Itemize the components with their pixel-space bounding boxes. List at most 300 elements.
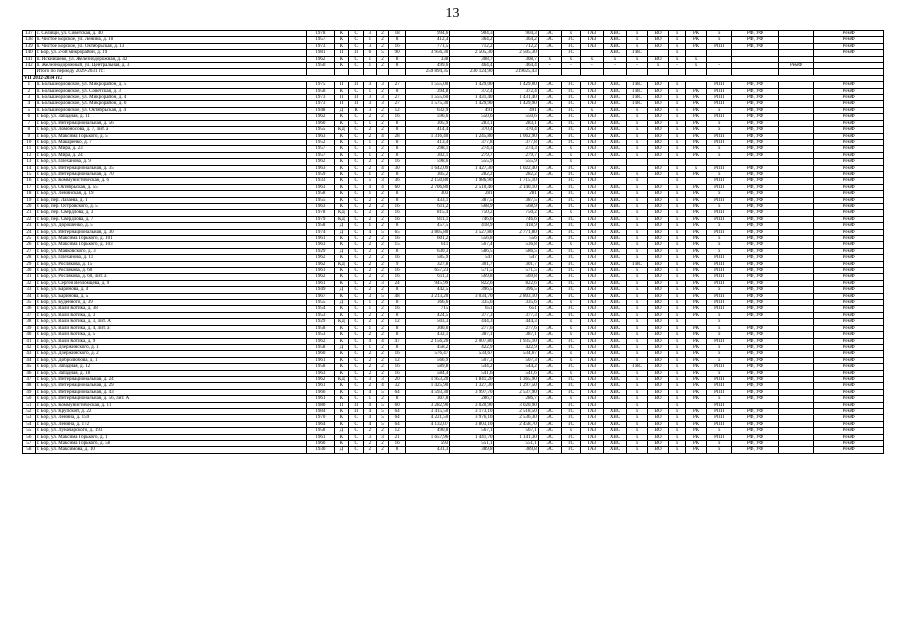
table-cell: 567,1 (450, 428, 494, 434)
table-cell: ГАЗ (580, 434, 603, 440)
table-cell: ВО (648, 210, 669, 216)
table-cell: 2 (376, 146, 389, 152)
table-cell: РемФ (814, 223, 884, 229)
table-cell: РемФ (814, 127, 884, 133)
address-cell: г. Бор, ул. Коммунистическая, д. 11 (35, 402, 307, 408)
table-cell: ВО (648, 415, 669, 421)
table-cell: ЭС (538, 261, 561, 267)
table-cell: К (334, 383, 349, 389)
table-cell: х (669, 31, 686, 37)
table-cell: К (334, 364, 349, 370)
table-cell: 2 (376, 152, 389, 158)
table-cell: РемФ (814, 274, 884, 280)
table-cell: 1955 (307, 197, 334, 203)
table-cell: 444,3 (450, 319, 494, 325)
table-cell: 8 (389, 223, 406, 229)
table-cell: 4 (364, 229, 377, 235)
table-cell: ХВС (603, 274, 626, 280)
table-cell: 1953 (307, 312, 334, 318)
table-cell: ГАЗ (580, 203, 603, 209)
table-cell: 5 (376, 50, 389, 56)
table-cell: х (669, 255, 686, 261)
table-cell: 1 841,20 (450, 376, 494, 382)
table-cell: 301,7 (494, 261, 538, 267)
table-cell: 569,8 (494, 274, 538, 280)
table-cell: 2 (364, 114, 377, 120)
table-cell: х (580, 107, 603, 113)
table-cell: ВО (648, 389, 669, 395)
row-number-cell: 25 (23, 236, 36, 242)
table-cell: РФ, УФ (732, 415, 778, 421)
table-cell: 1962 (307, 159, 334, 165)
table-cell: 279,7 (450, 152, 494, 158)
table-cell: х (561, 300, 580, 306)
table-cell: х (627, 274, 648, 280)
table-cell: РПП (707, 165, 732, 171)
table-cell: РемФ (814, 287, 884, 293)
table-cell: С (349, 441, 364, 447)
table-cell: ЭС (538, 338, 561, 344)
table-cell: ВО (648, 261, 669, 267)
table-cell: ВО (648, 351, 669, 357)
table-cell: х (669, 216, 686, 222)
table-cell: 2 (376, 312, 389, 318)
table-cell: 2 (364, 159, 377, 165)
table-cell: 12 (389, 357, 406, 363)
table-cell: РК (686, 184, 707, 190)
table-cell: ГАЗ (580, 43, 603, 49)
table-cell: ВО (648, 408, 669, 414)
table-cell: К (334, 139, 349, 145)
table-cell: 389,8 (494, 447, 538, 453)
table-cell: РемФ (814, 441, 884, 447)
table-cell: 3 (364, 293, 377, 299)
table-cell: С (349, 287, 364, 293)
table-cell: 2 518,50 (494, 408, 538, 414)
table-cell: 8 (389, 332, 406, 338)
table-cell: ГАЗ (580, 191, 603, 197)
address-cell: г. Бор, ул. Вали Котика, д. 38 (35, 306, 307, 312)
table-cell: 1 (364, 344, 377, 350)
table-cell: С (349, 203, 364, 209)
row-number-cell: 51 (23, 402, 36, 408)
table-cell: РК (686, 370, 707, 376)
table-cell: 1 575,30 (406, 101, 450, 107)
row-number-cell: 9 (23, 133, 36, 139)
table-cell: х (707, 441, 732, 447)
table-cell: 571,5 (494, 268, 538, 274)
table-cell: С (349, 268, 364, 274)
table-cell: РК (686, 415, 707, 421)
table-cell: ЭС (538, 389, 561, 395)
table-cell: РФ, УФ (732, 364, 778, 370)
table-cell: РФ, УФ (732, 178, 778, 184)
table-cell: х (669, 325, 686, 331)
table-cell: РФ, УФ (732, 171, 778, 177)
table-cell: ЭС (538, 421, 561, 427)
table-cell: 2 706,80 (406, 184, 450, 190)
table-cell: ВО (648, 319, 669, 325)
table-cell: 1962 (307, 274, 334, 280)
table-cell: 16 (389, 159, 406, 165)
table-cell: 556 (494, 236, 538, 242)
table-cell: РК (686, 344, 707, 350)
table-cell: РемФ (814, 210, 884, 216)
table-cell: х (707, 107, 732, 113)
table-cell: КД (334, 376, 349, 382)
table-cell: 283,1 (494, 120, 538, 126)
table-cell: ВО (648, 133, 669, 139)
table-cell: 1 (364, 139, 377, 145)
table-cell: РемФ (814, 319, 884, 325)
table-cell: 3 527,80 (450, 229, 494, 235)
table-cell: 48 (389, 293, 406, 299)
address-cell: г. Бор, ул. Рослякова, д. 60 (35, 268, 307, 274)
table-cell: РФ, УФ (732, 101, 778, 107)
address-cell: г. Бор, ул. Максима Горького, д. 58 (35, 441, 307, 447)
table-cell: РФ, УФ (732, 421, 778, 427)
table-cell: ВО (648, 306, 669, 312)
table-cell: х (627, 191, 648, 197)
table-cell: С (349, 370, 364, 376)
table-cell: РПП (707, 210, 732, 216)
table-cell: 1 327,30 (450, 383, 494, 389)
table-cell: С (349, 63, 364, 69)
table-cell: ТС (561, 364, 580, 370)
table-cell: С (349, 229, 364, 235)
row-number-cell: 53 (23, 415, 36, 421)
table-cell: ЭС (538, 357, 561, 363)
table-cell: ТС (561, 95, 580, 101)
table-cell: 1 657,96 (406, 434, 450, 440)
table-cell: ГАЗ (580, 306, 603, 312)
table-cell: х (627, 127, 648, 133)
table-cell: РПП (707, 216, 732, 222)
table-cell: 12 (389, 428, 406, 434)
table-cell: ВО (648, 332, 669, 338)
table-cell: 24 (389, 280, 406, 286)
row-number-cell: 52 (23, 408, 36, 414)
table-cell: х (669, 184, 686, 190)
table-cell: ВО (648, 82, 669, 88)
table-cell: ГАЗ (580, 210, 603, 216)
table-cell: РПП (707, 88, 732, 94)
table-cell: ГАЗ (580, 332, 603, 338)
table-cell: х (669, 139, 686, 145)
table-cell: ЭС (538, 146, 561, 152)
table-cell: 1962 (307, 255, 334, 261)
table-cell: 2 (376, 242, 389, 248)
address-cell: г. Бор, ул. Максима Горького, д. 5 (35, 133, 307, 139)
table-cell: 444,3 (494, 319, 538, 325)
table-cell: РФ, УФ (732, 114, 778, 120)
table-cell: РемФ (814, 255, 884, 261)
table-cell: ТС (561, 171, 580, 177)
table-cell: К (334, 332, 349, 338)
table-cell: 387,5 (494, 197, 538, 203)
address-cell: г. Бор, пер. Островского, д. 5 (35, 203, 307, 209)
table-cell: 1930 (307, 447, 334, 453)
table-cell: ГВС (627, 101, 648, 107)
table-cell: 1962 (307, 261, 334, 267)
table-cell: С (349, 428, 364, 434)
address-cell: г. Бор, ул. Рослякова, д. 60, лит. а (35, 274, 307, 280)
table-cell: х (627, 223, 648, 229)
table-cell: С (349, 421, 364, 427)
table-cell: ГАЗ (580, 383, 603, 389)
address-cell: г. Бор, ул. Интернациональная, д. 30 (35, 229, 307, 235)
table-cell: ГАЗ (580, 447, 603, 453)
table-cell: 1 022,40 (494, 165, 538, 171)
table-cell: 1954 (307, 306, 334, 312)
table-cell: 8 (389, 287, 406, 293)
table-cell: К (334, 203, 349, 209)
table-cell: х (627, 447, 648, 453)
table-cell: 2 (364, 133, 377, 139)
address-cell: г. Бор, ул. Рослякова, д. 15 (35, 261, 307, 267)
table-cell: РПП (707, 364, 732, 370)
table-cell: х (669, 229, 686, 235)
table-cell: х (561, 146, 580, 152)
table-cell: 1975 (307, 82, 334, 88)
table-cell: П (349, 95, 364, 101)
table-cell: 364,2 (450, 37, 494, 43)
table-cell: х (669, 338, 686, 344)
table-cell: 746,6 (494, 216, 538, 222)
address-cell: п. Чистое Борское, ул. Ленина, д. 10 (35, 37, 307, 43)
table-cell: ГАЗ (580, 120, 603, 126)
table-cell: ХВС (603, 351, 626, 357)
table-cell: РФ, УФ (732, 82, 778, 88)
table-cell: ЭС (538, 255, 561, 261)
table-cell: РемФ (814, 229, 884, 235)
table-cell: 3 (376, 280, 389, 286)
table-cell: Д (334, 428, 349, 434)
table-cell: КД (334, 127, 349, 133)
table-cell: 1 429,00 (450, 82, 494, 88)
table-cell: 556,8 (450, 236, 494, 242)
address-cell: г. Бор, ул. Мира, д. 24 (35, 152, 307, 158)
table-cell: 8 (389, 139, 406, 145)
table-cell: 2 (376, 274, 389, 280)
table-cell: С (349, 165, 364, 171)
table-cell: 413,4 (406, 139, 450, 145)
table-cell: ТС (561, 441, 580, 447)
table-cell: РФ, УФ (732, 229, 778, 235)
row-number-cell: 20 (23, 203, 36, 209)
table-cell: ХВС (603, 191, 626, 197)
table-cell: х (669, 287, 686, 293)
table-cell: РК (686, 107, 707, 113)
table-cell: РФ, УФ (732, 351, 778, 357)
table-cell: 1973 (307, 101, 334, 107)
table-cell: 1 (364, 120, 377, 126)
table-cell: ХВС (603, 332, 626, 338)
table-cell: ХВС (603, 127, 626, 133)
table-cell: х (627, 332, 648, 338)
table-cell: К (334, 56, 349, 62)
row-number-cell: 44 (23, 357, 36, 363)
table-cell: 16 (389, 274, 406, 280)
table-cell: 387,5 (450, 197, 494, 203)
table-cell: 8 (389, 312, 406, 318)
table-cell: ТС (561, 434, 580, 440)
table-cell: 8 (389, 56, 406, 62)
table-cell: 2 (376, 171, 389, 177)
table-cell: х (561, 242, 580, 248)
table-cell: Д (334, 344, 349, 350)
table-cell: С (349, 197, 364, 203)
table-cell: 2 (376, 357, 389, 363)
row-number-cell: 57 (23, 441, 36, 447)
table-cell: РПП (707, 255, 732, 261)
table-cell: х (707, 31, 732, 37)
table-cell: К (334, 146, 349, 152)
table-cell: ГАЗ (580, 197, 603, 203)
table-cell: К (334, 274, 349, 280)
table-cell: 338 (406, 56, 450, 62)
address-cell: г. Бор, ул. Вали Котика, д. 3 (35, 312, 307, 318)
table-cell: 422,9 (494, 344, 538, 350)
row-number-cell: 46 (23, 370, 36, 376)
table-cell: 286,7 (494, 396, 538, 402)
table-cell: 47 (389, 338, 406, 344)
table-cell: К (334, 43, 349, 49)
table-cell: 904,3 (450, 31, 494, 37)
table-cell: РФ, УФ (732, 332, 778, 338)
table-cell: 1 429,00 (494, 82, 538, 88)
table-cell: ВО (648, 95, 669, 101)
table-cell: ХВС (603, 383, 626, 389)
table-cell: РемФ (814, 191, 884, 197)
table-cell: 431,3 (406, 447, 450, 453)
table-cell: К (334, 357, 349, 363)
table-cell: РФ, УФ (732, 191, 778, 197)
table-cell: 2 (376, 396, 389, 402)
table-cell: х (603, 56, 626, 62)
table-cell: 12 (389, 107, 406, 113)
table-cell: 414,4 (406, 127, 450, 133)
row-number-cell: 140 (23, 50, 36, 56)
table-cell: РК (686, 146, 707, 152)
table-cell: ЭС (538, 300, 561, 306)
row-number-cell: 27 (23, 248, 36, 254)
table-cell: 2 150,80 (406, 178, 450, 184)
table-cell: ГАЗ (580, 300, 603, 306)
table-cell: 507,3 (494, 357, 538, 363)
table-cell: х (669, 95, 686, 101)
table-cell: 64 (389, 415, 406, 421)
table-cell: ТС (561, 261, 580, 267)
subtotal-area-b: 230 124,90 (450, 69, 494, 75)
table-cell: х (561, 332, 580, 338)
table-cell: 1 (364, 63, 377, 69)
address-cell: п. Железнодорожный, ул. Центральная, д. 3 (35, 63, 307, 69)
table-cell: 3 956,30 (406, 50, 450, 56)
address-cell: г. Бор, ул. Ленинская, д. 19 (35, 191, 307, 197)
table-cell: х (669, 82, 686, 88)
table-cell: ТС (561, 447, 580, 453)
table-cell: Д (334, 107, 349, 113)
table-cell: ЭС (538, 274, 561, 280)
address-cell: г. Бор, ул. Интернациональная, д. 56 (35, 120, 307, 126)
table-cell: х (561, 56, 580, 62)
table-cell: ГАЗ (580, 357, 603, 363)
table-cell: ХВС (603, 447, 626, 453)
table-cell: х (669, 223, 686, 229)
table-cell: 4 (364, 184, 377, 190)
table-cell: 32 (389, 383, 406, 389)
row-number-cell: 43 (23, 351, 36, 357)
table-cell: х (669, 421, 686, 427)
table-cell: ТС (561, 101, 580, 107)
table-cell: 1 (364, 300, 377, 306)
table-cell: 1973 (307, 95, 334, 101)
table-cell: ЭС (538, 127, 561, 133)
table-cell: РФ, УФ (732, 146, 778, 152)
table-cell: х (538, 56, 561, 62)
table-cell: 2 (376, 210, 389, 216)
table-cell: 2 (364, 216, 377, 222)
table-cell: х (627, 43, 648, 49)
table-cell: х (627, 293, 648, 299)
table-cell: РПП (707, 268, 732, 274)
table-cell: 16 (389, 441, 406, 447)
table-cell: 2 140,10 (494, 184, 538, 190)
table-cell: 3 (364, 43, 377, 49)
table-cell: 432,1 (406, 332, 450, 338)
table-cell: 593 (406, 441, 450, 447)
table-cell: 12 (389, 319, 406, 325)
table-cell: 60 (389, 402, 406, 408)
row-number-cell: 32 (23, 280, 36, 286)
table-cell: х (669, 152, 686, 158)
table-cell: 387,1 (494, 332, 538, 338)
table-cell: 279,7 (494, 152, 538, 158)
table-cell: х (707, 248, 732, 254)
table-cell: К (334, 178, 349, 184)
table-cell: ХВС (603, 82, 626, 88)
table-cell: 16 (389, 268, 406, 274)
table-cell: ЭС (538, 312, 561, 318)
row-number-cell: 55 (23, 428, 36, 434)
table-cell: 2 007,80 (450, 338, 494, 344)
table-cell: С (349, 389, 364, 395)
table-cell: 60 (389, 184, 406, 190)
table-cell: х (707, 127, 732, 133)
table-cell: 2 (376, 37, 389, 43)
table-cell: ЭС (538, 223, 561, 229)
row-number-cell: 14 (23, 165, 36, 171)
table-cell: 1973 (307, 43, 334, 49)
table-cell: 327,8 (406, 261, 450, 267)
table-cell: ГАЗ (580, 261, 603, 267)
table-cell: ГАЗ (580, 287, 603, 293)
table-cell: РФ, УФ (732, 280, 778, 286)
table-cell: ВО (648, 197, 669, 203)
table-cell: С (349, 319, 364, 325)
table-cell: ЭС (538, 95, 561, 101)
table-cell: С (349, 159, 364, 165)
table-cell: РемФ (814, 376, 884, 382)
table-cell: С (349, 344, 364, 350)
address-cell: п. Искиншево, ул. Железнодорожная, д. 42 (35, 56, 307, 62)
table-cell: РемФ (814, 415, 884, 421)
table-cell: РК (686, 43, 707, 49)
table-cell: 16 (389, 255, 406, 261)
table-cell: 2 (376, 428, 389, 434)
table-cell: РемФ (814, 344, 884, 350)
